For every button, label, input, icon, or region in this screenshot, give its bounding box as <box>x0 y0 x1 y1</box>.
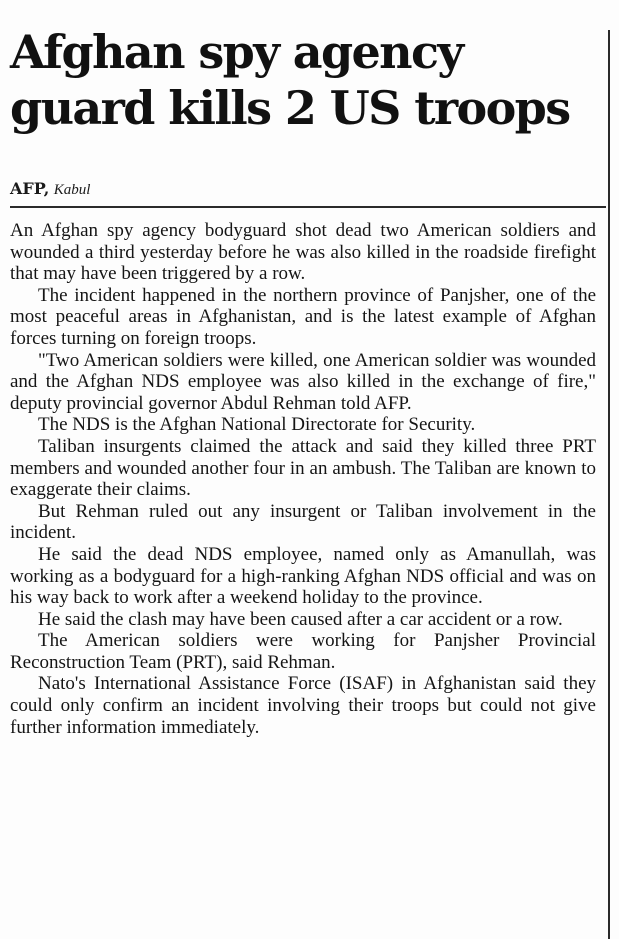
byline <box>10 180 90 199</box>
article-paragraph: The American soldiers were working for Panjsher Provincial Reconstruction Team (PRT), said Rehman. <box>10 630 596 673</box>
article-paragraph: He said the dead NDS employee, named only as Amanullah, was working as a bodyguard for a high-ranking Afghan NDS official and was on his way back to work after a weekend holiday to the province. <box>10 543 596 609</box>
byline-agency: AFP, <box>10 179 50 198</box>
article-paragraph: He said the clash may have been caused after a car accident or a row. <box>38 608 563 630</box>
headline <box>10 24 605 136</box>
article-paragraph: An Afghan spy agency bodyguard shot dead two American soldiers and wounded a third yesterday before he was also killed in the roadside firefight that may have been triggered by a row. <box>10 220 596 285</box>
headline-line: Afghan spy agency <box>10 25 463 79</box>
article-paragraph: The incident happened in the northern province of Panjsher, one of the most peaceful areas in Afghanistan, and is the latest example of Afghan forces turning on foreign troops. <box>10 284 596 349</box>
article-paragraph: The NDS is the Afghan National Directorate for Security. <box>38 414 476 436</box>
article-paragraph: But Rehman ruled out any insurgent or Taliban involvement in the incident. <box>10 500 596 544</box>
article-paragraph: Nato's International Assistance Force (ISAF) in Afghanistan said they could only confirm an incident involving their troops but could not give further information immediately. <box>10 673 596 738</box>
headline-line: guard kills 2 US troops <box>10 81 570 135</box>
byline-divider <box>10 206 606 208</box>
byline-location: Kabul <box>53 182 91 198</box>
article-body <box>10 220 596 738</box>
article-paragraph: Taliban insurgents claimed the attack and said they killed three PRT members and wounded another four in an ambush. The Taliban are known to exaggerate their claims. <box>10 435 596 501</box>
article-paragraph: "Two American soldiers were killed, one American soldier was wounded and the Afghan NDS employee was also killed in the exchange of fire," deputy provincial governor Abdul Rehman told AFP. <box>10 349 596 414</box>
column-rule <box>608 30 610 939</box>
